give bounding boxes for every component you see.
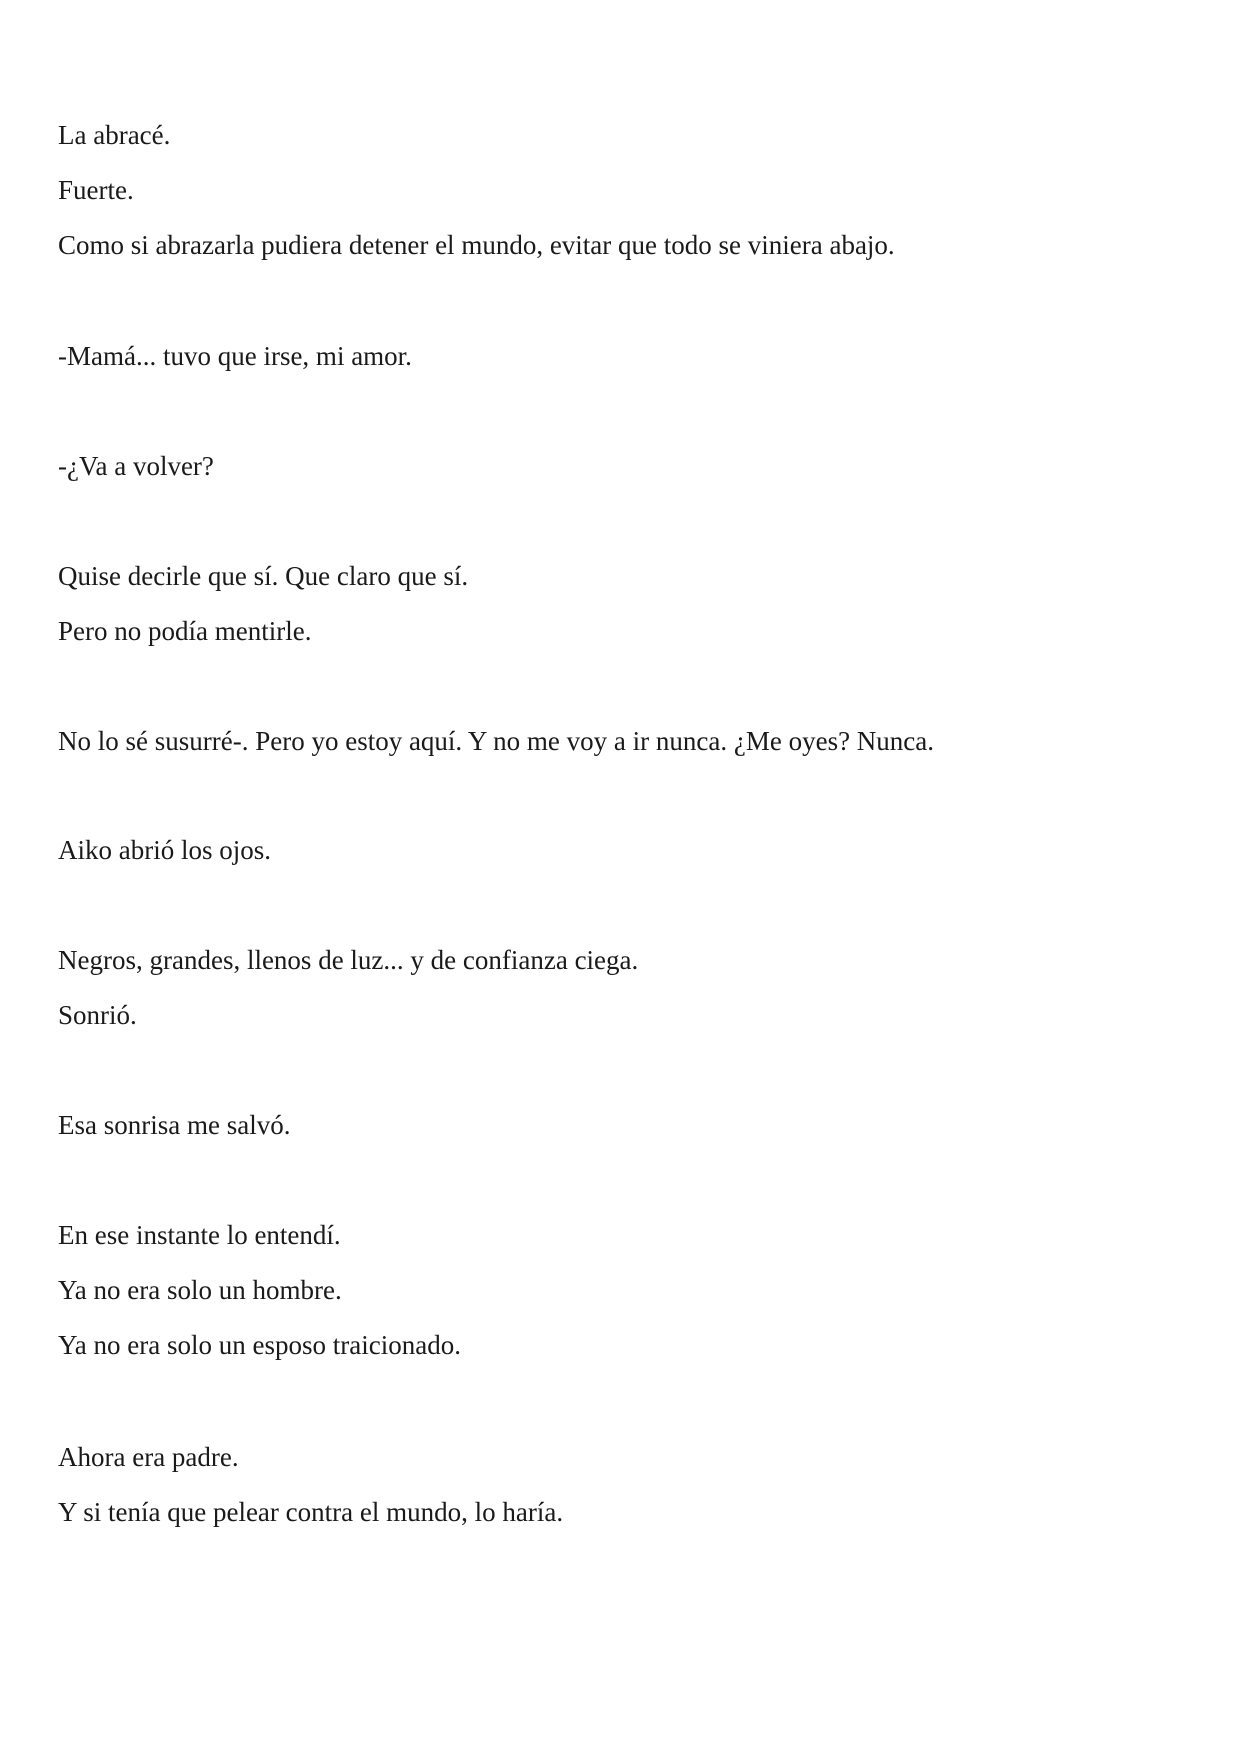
dialogue-line: -¿Va a volver? [58,451,214,481]
paragraph-line: Aiko abrió los ojos. [58,835,271,865]
paragraph-line: Y si tenía que pelear contra el mundo, lo haría. [58,1497,564,1527]
paragraph-line: Sonrió. [58,1000,137,1030]
paragraph-line: Esa sonrisa me salvó. [58,1110,291,1140]
paragraph-line: En ese instante lo entendí. [58,1220,341,1250]
paragraph-line: Pero no podía mentirle. [58,616,312,646]
paragraph-line: Negros, grandes, llenos de luz... y de confianza ciega. [58,945,639,975]
paragraph-line: La abracé. [58,120,171,150]
paragraph-line: Ya no era solo un esposo traicionado. [58,1330,461,1360]
paragraph-line: Como si abrazarla pudiera detener el mundo, evitar que todo se viniera abajo. [58,230,895,260]
dialogue-line: -Mamá... tuvo que irse, mi amor. [58,341,412,371]
paragraph-line: Ahora era padre. [58,1442,239,1472]
paragraph-line: Ya no era solo un hombre. [58,1275,342,1305]
dialogue-line: No lo sé susurré-. Pero yo estoy aquí. Y no me voy a ir nunca. ¿Me oyes? Nunca. [58,726,935,756]
paragraph-line: Fuerte. [58,175,134,205]
paragraph-line: Quise decirle que sí. Que claro que sí. [58,561,469,591]
